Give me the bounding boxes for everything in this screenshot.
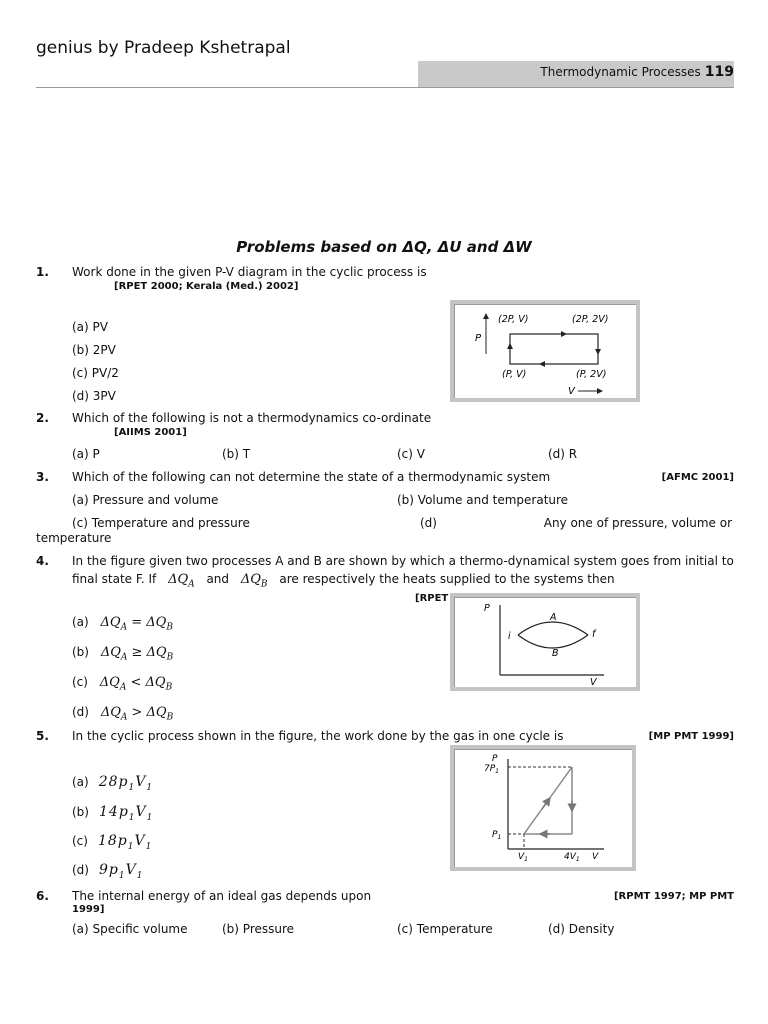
q4-line2 [72, 572, 615, 590]
q5-fig-p1: P [492, 830, 498, 840]
q4-sym-qa-main: ΔQ [168, 572, 189, 587]
q5-option-b-expr [98, 804, 154, 823]
q5-option-d-label: (d) [72, 863, 89, 877]
q4-a-rs: B [166, 622, 173, 633]
q1-option-d: (d) 3PV [72, 389, 116, 403]
q4-option-b [72, 645, 173, 663]
q5-option-c [72, 833, 152, 852]
q4-and: and [206, 572, 230, 586]
q5-option-a-label: (a) [72, 775, 89, 789]
q4-option-d [72, 705, 173, 723]
q2-option-a: (a) P [72, 447, 100, 461]
q1-number: 1. [36, 265, 49, 279]
q5-fig-label-p1 [492, 830, 501, 841]
q5-b-vsub: 1 [146, 812, 154, 823]
q6-option-b: (b) Pressure [222, 922, 295, 936]
q4-option-a-label: (a) [72, 615, 89, 629]
q1-option-a: (a) PV [72, 320, 108, 334]
q4-fig-v-axis: V [590, 677, 597, 687]
q5-fig-v-axis: V [592, 852, 599, 862]
q4-sym-qb-main: ΔQ [240, 572, 261, 587]
q5-c-v: V [134, 833, 146, 849]
q4-number: 4. [36, 554, 49, 568]
q4-b-lhs: ΔQ [100, 645, 121, 660]
q1-fig-label-br: (P, 2V) [576, 369, 607, 380]
q5-fig-v1-sub: 1 [524, 856, 528, 863]
q5-fig-4v: 4V [564, 852, 576, 862]
q4-option-c-label: (c) [72, 675, 88, 689]
q5-fig-4v-sub: 1 [575, 856, 580, 863]
q4-b-op: ≥ [131, 645, 143, 660]
q4-option-b-label: (b) [72, 645, 89, 659]
q5-option-a [72, 774, 153, 793]
q4-c-rs: B [165, 682, 173, 693]
q4-option-c-expr [99, 675, 173, 693]
q5-option-d-expr [98, 862, 144, 881]
q2-option-c: (c) V [397, 447, 425, 461]
q5-c-psub: 1 [127, 841, 135, 852]
page-number: 119 [704, 64, 734, 80]
q4-sym-qb-sub: B [260, 579, 268, 590]
q5-c-p: p [117, 833, 128, 849]
q6-option-a: (a) Specific volume [72, 922, 188, 936]
q5-fig-label-7p1 [484, 764, 499, 775]
q6-number: 6. [36, 889, 49, 903]
q1-fig-label-bl: (P, V) [502, 369, 527, 380]
q4-fig-label-b: B [552, 648, 559, 659]
q4-option-a [72, 615, 173, 633]
q4-sym-qa [168, 572, 195, 590]
q5-fig-label-4v1 [564, 852, 580, 863]
q5-b-v: V [135, 804, 147, 820]
q4-fig-label-f: f [592, 629, 596, 640]
q2-option-b: (b) T [222, 447, 251, 461]
q6-ref: [RPMT 1997; MP PMT [613, 891, 734, 902]
q5-a-coef: 28 [98, 774, 119, 790]
q3-ref: [AFMC 2001] [661, 472, 734, 483]
q5-a-psub: 1 [128, 782, 136, 793]
q4-sym-qb [240, 572, 268, 590]
q4-ref: [RPET [415, 593, 449, 604]
q4-a-ls: A [120, 622, 128, 633]
q4-d-rhs: ΔQ [146, 705, 167, 720]
q5-ref: [MP PMT 1999] [648, 731, 734, 742]
q3-number: 3. [36, 470, 49, 484]
q1-fig-label-tl: (2P, V) [498, 314, 529, 325]
q1-ref: [RPET 2000; Kerala (Med.) 2002] [114, 281, 299, 292]
q4-fig-label-i: i [508, 631, 511, 642]
q2-text: Which of the following is not a thermodynamics co-ordinate [72, 411, 432, 425]
q5-fig-label-v1 [518, 852, 528, 863]
q5-number: 5. [36, 729, 49, 743]
q1-pv-diagram [454, 304, 636, 398]
q4-a-op: = [131, 615, 143, 630]
q5-fig-7p-sub: 1 [495, 768, 499, 775]
q4-option-b-expr [100, 645, 174, 663]
q5-a-vsub: 1 [146, 782, 154, 793]
q5-option-c-expr [97, 833, 153, 852]
q1-figure [450, 300, 640, 402]
q4-d-lhs: ΔQ [100, 705, 121, 720]
section-title: Problems based on ΔQ, ΔU and ΔW [236, 238, 532, 256]
chapter-title [540, 64, 734, 80]
q4-pv-diagram [454, 597, 636, 687]
q5-c-vsub: 1 [145, 841, 153, 852]
q4-c-ls: A [119, 682, 127, 693]
q3-option-b: (b) Volume and temperature [397, 493, 569, 507]
q4-b-rhs: ΔQ [146, 645, 167, 660]
q2-ref: [AIIMS 2001] [114, 427, 187, 438]
q4-a-lhs: ΔQ [100, 615, 121, 630]
q4-d-op: > [131, 705, 143, 720]
q5-option-c-label: (c) [72, 834, 88, 848]
q4-b-ls: A [120, 652, 128, 663]
q3-option-c: (c) Temperature and pressure [72, 516, 250, 530]
q4-line2-start: final state F. If [72, 572, 157, 586]
q4-b-rs: B [166, 652, 174, 663]
chapter-name: Thermodynamic Processes [540, 65, 701, 79]
q5-b-coef: 14 [98, 804, 119, 820]
q5-a-p: p [118, 774, 129, 790]
q5-d-p: p [108, 862, 119, 878]
q6-option-c: (c) Temperature [397, 922, 493, 936]
q4-option-a-expr [100, 615, 173, 633]
q5-c-coef: 18 [97, 833, 118, 849]
q5-option-d [72, 862, 143, 881]
q4-line2-end: are respectively the heats supplied to the systems then [279, 572, 615, 586]
q2-option-d: (d) R [548, 447, 578, 461]
q1-option-b: (b) 2PV [72, 343, 116, 357]
brand-title: genius by Pradeep Kshetrapal [36, 38, 291, 58]
q4-c-op: < [130, 675, 142, 690]
q3-text: Which of the following can not determine the state of a thermodynamic system [72, 470, 551, 484]
q6-text: The internal energy of an ideal gas depends upon [72, 889, 372, 903]
q1-fig-v-axis: V [568, 386, 575, 397]
q5-d-v: V [125, 862, 137, 878]
q6-option-d: (d) Density [548, 922, 615, 936]
q2-number: 2. [36, 411, 49, 425]
q4-figure [450, 593, 640, 691]
q1-fig-p-axis: P [475, 333, 482, 344]
q3-option-a: (a) Pressure and volume [72, 493, 219, 507]
q5-fig-p-axis: P [492, 754, 498, 764]
q5-d-coef: 9 [98, 862, 109, 878]
q4-c-rhs: ΔQ [145, 675, 166, 690]
q5-fig-v1: V [518, 852, 525, 862]
q4-a-rhs: ΔQ [146, 615, 167, 630]
q4-d-ls: A [120, 712, 128, 723]
q4-fig-label-a: A [550, 612, 557, 623]
q3-option-d-label: (d) [420, 516, 437, 530]
q5-option-b [72, 804, 153, 823]
header-rule [36, 87, 734, 88]
q5-option-b-label: (b) [72, 805, 89, 819]
q4-option-c [72, 675, 172, 693]
q4-sym-qa-sub: A [188, 579, 195, 590]
q5-b-p: p [118, 804, 129, 820]
q4-c-lhs: ΔQ [99, 675, 120, 690]
q1-text: Work done in the given P-V diagram in the cyclic process is [72, 265, 427, 279]
q3-option-d-text: Any one of pressure, volume or [543, 516, 732, 530]
q1-option-c: (c) PV/2 [72, 366, 119, 380]
q4-option-d-expr [100, 705, 174, 723]
q5-d-vsub: 1 [136, 870, 144, 881]
q4-option-d-label: (d) [72, 705, 89, 719]
q6-ref-cont: 1999] [72, 904, 105, 915]
q1-fig-label-tr: (2P, 2V) [572, 314, 609, 325]
q5-d-psub: 1 [118, 870, 126, 881]
q4-fig-p-axis: P [484, 603, 490, 614]
q5-a-v: V [135, 774, 147, 790]
q5-option-a-expr [98, 774, 154, 793]
q5-b-psub: 1 [128, 812, 136, 823]
q5-text: In the cyclic process shown in the figure, the work done by the gas in one cycle is [72, 729, 564, 743]
q5-figure [450, 745, 636, 871]
q4-line1: In the figure given two processes A and B are shown by which a thermo-dynamical system goes from initial to [72, 554, 734, 568]
q5-pv-diagram [454, 749, 632, 867]
q4-d-rs: B [166, 712, 174, 723]
q3-option-d-cont: temperature [36, 531, 112, 545]
q5-fig-7p: 7P [484, 764, 496, 774]
q5-fig-p1-sub: 1 [497, 834, 502, 841]
